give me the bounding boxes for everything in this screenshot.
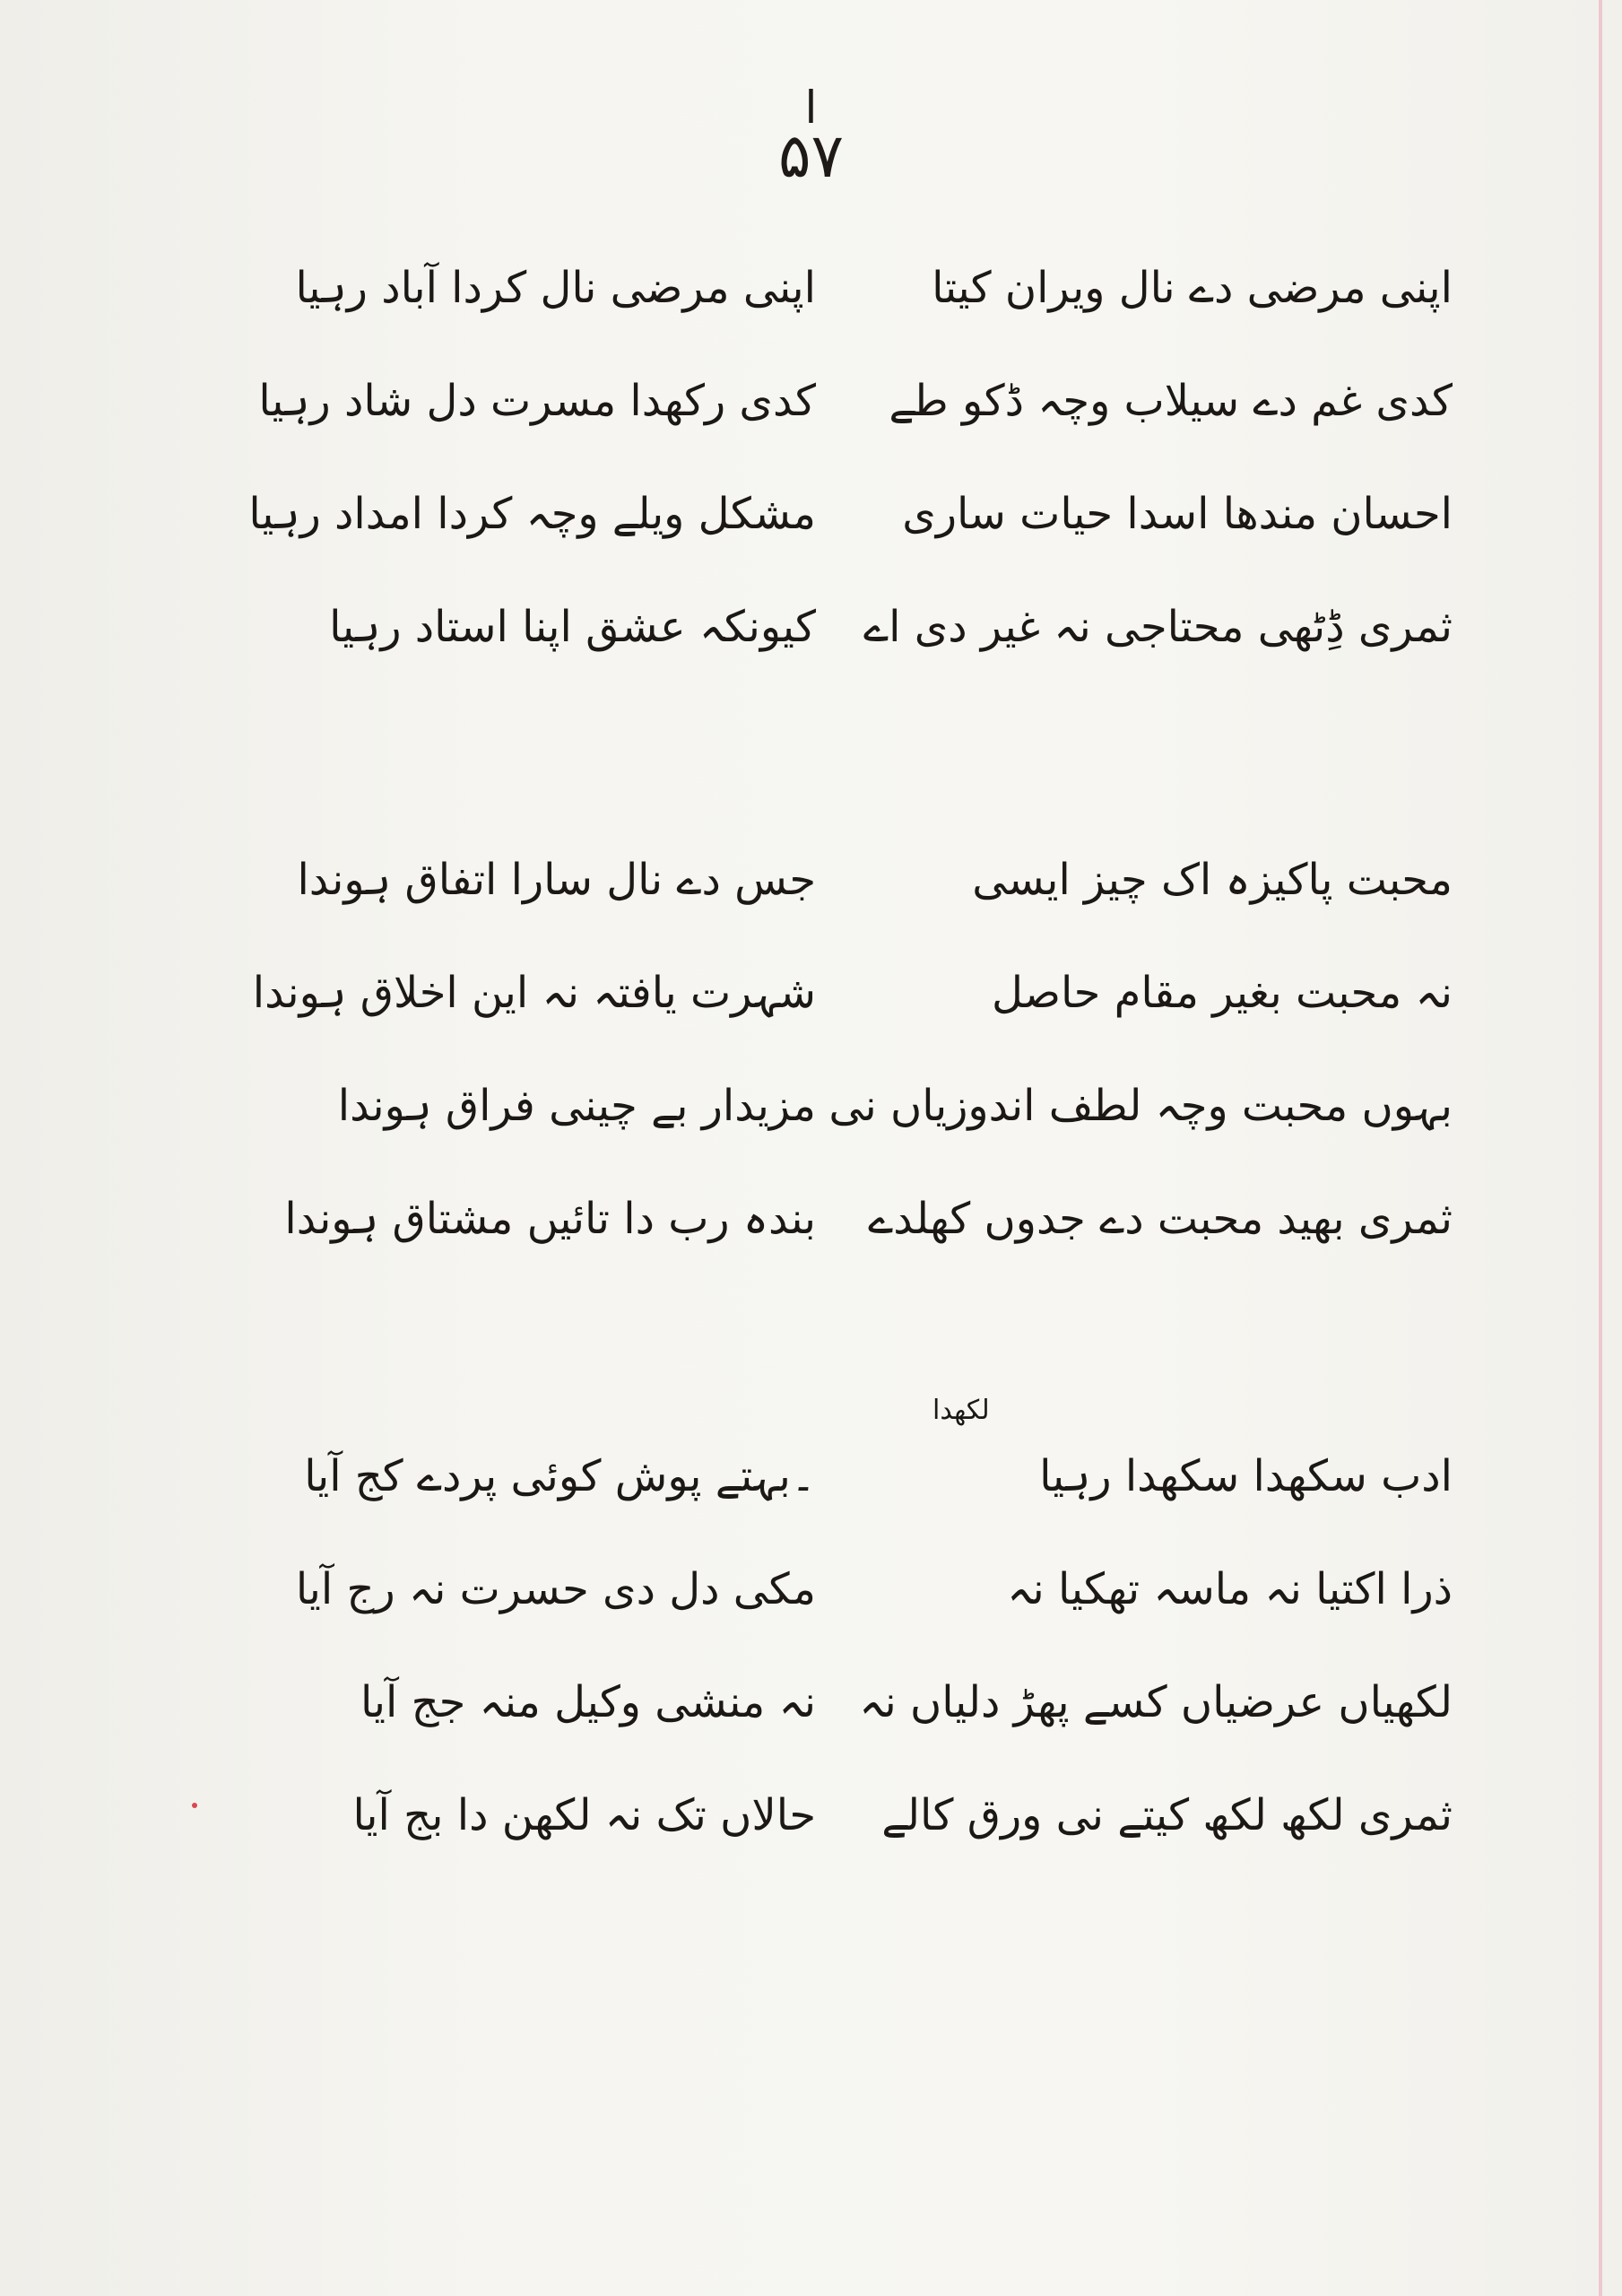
- hemistich-second: کدی رکھدا مسرت دل شاد رہیا: [258, 376, 816, 426]
- hemistich-first: ثمری لکھ لکھ کیتے نی ورق کالے: [881, 1790, 1453, 1840]
- couplet: [197, 486, 1453, 599]
- hemistich-first: لکھیاں عرضیاں کسے پھڑ دلیاں نہ: [859, 1677, 1453, 1727]
- hemistich-first: ادب سکھدا سکھدا رہیا: [1039, 1451, 1453, 1501]
- couplet: [197, 852, 1453, 965]
- hemistich-second: مزیدار بے چینی فراق ہوندا: [337, 1081, 816, 1131]
- hemistich-second: جس دے نال سارا اتفاق ہوندا: [297, 855, 816, 905]
- hemistich-first: اپنی مرضی دے نال ویران کیتا: [932, 263, 1453, 313]
- hemistich-second: شہرت یافتہ نہ این اخلاق ہوندا: [252, 968, 816, 1018]
- couplet: [197, 599, 1453, 712]
- hemistich-second: مکی دل دی حسرت نہ رج آیا: [295, 1564, 816, 1614]
- couplet: [197, 1078, 1453, 1191]
- couplet: [197, 373, 1453, 486]
- hemistich-first: بہوں محبت وچہ لطف اندوزیاں نی: [828, 1081, 1453, 1131]
- couplet: [197, 1191, 1453, 1304]
- interlinear-annotation: لکھدا: [932, 1395, 990, 1426]
- hemistich-first: ثمری بھید محبت دے جدوں کھلدے: [868, 1194, 1453, 1244]
- couplet: [197, 1561, 1453, 1674]
- hemistich-second: مشکل ویلے وچہ کردا امداد رہیا: [248, 489, 816, 539]
- hemistich-second: بندہ رب دا تائیں مشتاق ہوندا: [284, 1194, 816, 1244]
- page-number-value: ۵۷: [777, 121, 845, 192]
- hemistich-first: ذرا اکتیا نہ ماسہ تھکیا نہ: [1007, 1564, 1453, 1614]
- couplet: [197, 1448, 1453, 1561]
- hemistich-second: نہ منشی وکیل منہ جج آیا: [360, 1677, 816, 1727]
- hemistich-second: کیونکہ عشق اپنا استاد رہیا: [329, 602, 816, 652]
- hemistich-first: ثمری ڈِٹھی محتاجی نہ غیر دی اے: [863, 602, 1453, 652]
- couplet: [197, 260, 1453, 373]
- hemistich-second: حالاں تک نہ لکھن دا بج آیا: [352, 1790, 816, 1840]
- stray-ink-dot: [192, 1803, 197, 1808]
- page-number: [0, 82, 1622, 192]
- stanza-2: [197, 852, 1453, 1304]
- hemistich-second: ۔بہتے پوش کوئی پردے کج آیا: [304, 1451, 816, 1501]
- hemistich-first: احسان مندھا اسدا حیات ساری: [902, 489, 1453, 539]
- page-number-tick: ا: [804, 82, 818, 134]
- page-edge-line: [1599, 0, 1602, 2296]
- hemistich-first: کدی غم دے سیلاب وچہ ڈکو طے: [889, 376, 1453, 426]
- stanza-1: [197, 260, 1453, 712]
- couplet: [197, 965, 1453, 1078]
- couplet: [197, 1674, 1453, 1787]
- hemistich-second: اپنی مرضی نال کردا آباد رہیا: [295, 263, 816, 313]
- couplet: [197, 1787, 1453, 1900]
- hemistich-first: نہ محبت بغیر مقام حاصل: [991, 968, 1453, 1018]
- stanza-3: [197, 1448, 1453, 1900]
- hemistich-first: محبت پاکیزہ اک چیز ایسی: [972, 855, 1453, 905]
